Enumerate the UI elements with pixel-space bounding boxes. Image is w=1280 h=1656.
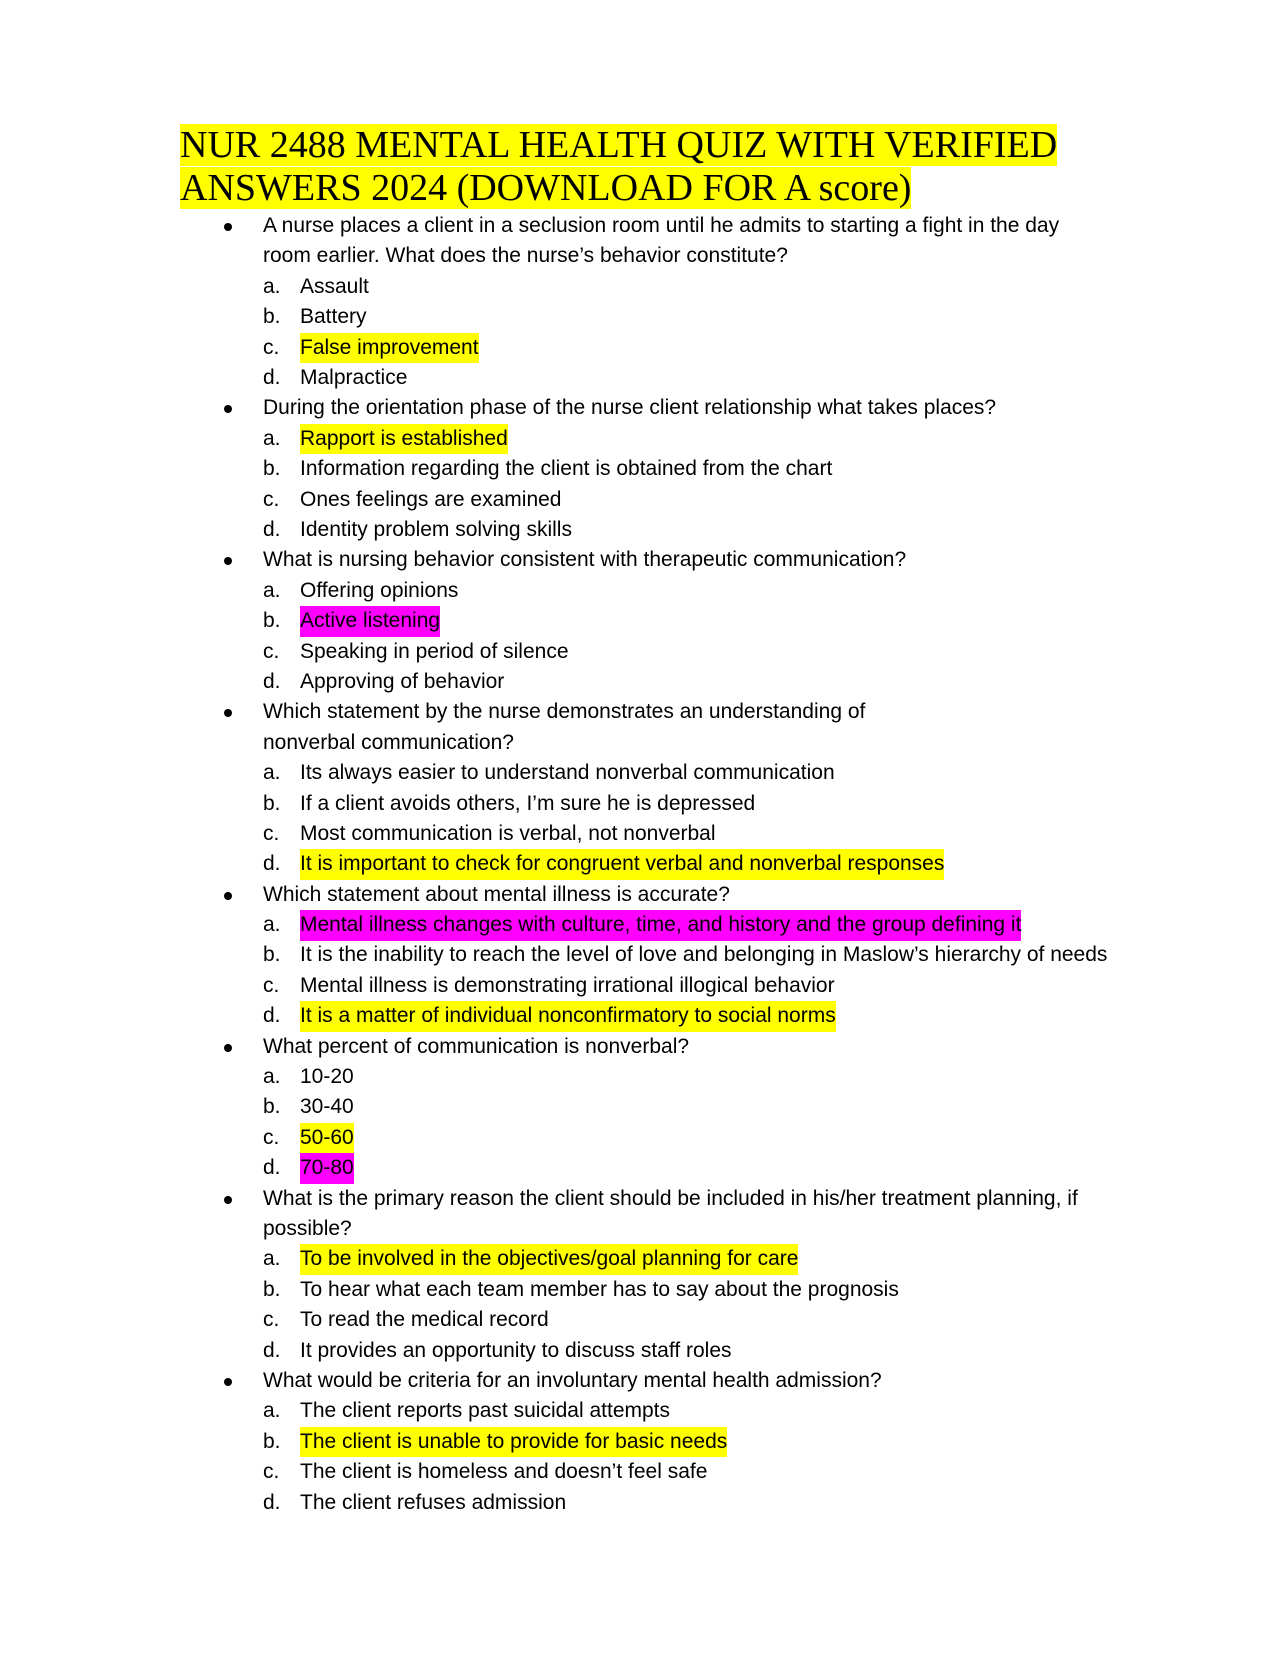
- answer-option: [0, 302, 1280, 332]
- option-text: If a client avoids others, I’m sure he is depressed: [300, 791, 756, 815]
- option-text: Information regarding the client is obtained from the chart: [300, 457, 833, 481]
- option-letter: a.: [263, 426, 281, 450]
- option-text: It is a matter of individual nonconfirmatory to social norms: [300, 1001, 836, 1031]
- option-letter: c.: [263, 335, 280, 359]
- option-list: [0, 1244, 1280, 1366]
- option-list: [0, 1062, 1280, 1184]
- bullet-icon: [224, 1196, 232, 1204]
- option-letter: d.: [263, 517, 281, 541]
- option-letter: a.: [263, 274, 281, 298]
- option-letter: b.: [263, 1429, 281, 1453]
- answer-option: [0, 1153, 1280, 1183]
- option-text: Mental illness is demonstrating irrational illogical behavior: [300, 973, 835, 997]
- option-text: 70-80: [300, 1153, 354, 1183]
- option-letter: a.: [263, 1065, 281, 1089]
- option-text: The client is homeless and doesn’t feel safe: [300, 1460, 708, 1484]
- bullet-icon: [224, 709, 232, 717]
- option-letter: a.: [263, 578, 281, 602]
- option-text: Speaking in period of silence: [300, 639, 569, 663]
- question-text: A nurse places a client in a seclusion room until he admits to starting a fight in the day room earlier. What does the nurse’s behavior constitute?: [263, 214, 1060, 268]
- option-letter: a.: [263, 1399, 281, 1423]
- option-letter: c.: [263, 821, 280, 845]
- question-item: [0, 1032, 1280, 1184]
- option-text: Approving of behavior: [300, 669, 505, 693]
- option-letter: c.: [263, 1308, 280, 1332]
- option-text: The client refuses admission: [300, 1490, 567, 1514]
- option-text: Malpractice: [300, 365, 408, 389]
- question-list: [0, 211, 1280, 1518]
- answer-option: [0, 1336, 1280, 1366]
- option-text: Its always easier to understand nonverbal communication: [300, 761, 835, 785]
- option-text: To be involved in the objectives/goal planning for care: [300, 1244, 798, 1274]
- title-text: NUR 2488 MENTAL HEALTH QUIZ WITH VERIFIED ANSWERS 2024 (DOWNLOAD FOR A score): [180, 124, 1058, 209]
- question-text: What would be criteria for an involuntary mental health admission?: [263, 1369, 882, 1392]
- option-letter: c.: [263, 973, 280, 997]
- option-list: [0, 576, 1280, 698]
- question-text: What percent of communication is nonverbal?: [263, 1034, 690, 1058]
- option-letter: c.: [263, 1460, 280, 1484]
- option-letter: d.: [263, 365, 281, 389]
- option-text: Active listening: [300, 606, 440, 636]
- option-letter: d.: [263, 1004, 281, 1028]
- question-item: [0, 545, 1280, 697]
- option-letter: b.: [263, 1277, 281, 1301]
- option-letter: b.: [263, 1095, 281, 1119]
- option-list: [0, 272, 1280, 394]
- option-letter: a.: [263, 761, 281, 785]
- option-text: 10-20: [300, 1065, 354, 1089]
- question-text: What is nursing behavior consistent with therapeutic communication?: [263, 548, 907, 572]
- option-text: The client reports past suicidal attempts: [300, 1399, 671, 1423]
- answer-option: [0, 758, 1280, 788]
- option-text: 50-60: [300, 1123, 354, 1153]
- question-text: Which statement by the nurse demonstrates an understanding of nonverbal communication?: [263, 700, 866, 754]
- option-letter: a.: [263, 1247, 281, 1271]
- answer-option: [0, 637, 1280, 667]
- answer-option: [0, 485, 1280, 515]
- question-text: Which statement about mental illness is accurate?: [263, 882, 730, 906]
- option-list: [0, 1396, 1280, 1518]
- option-text: Identity problem solving skills: [300, 517, 572, 541]
- bullet-icon: [224, 557, 232, 565]
- answer-option: [0, 789, 1280, 819]
- bullet-icon: [224, 1044, 232, 1052]
- answer-option: [0, 272, 1280, 302]
- option-letter: c.: [263, 1125, 280, 1149]
- answer-option: [0, 363, 1280, 393]
- option-text: It is the inability to reach the level of love and belonging in Maslow’s hierarchy of needs: [300, 943, 1108, 967]
- question-item: [0, 1184, 1280, 1366]
- option-text: It is important to check for congruent verbal and nonverbal responses: [300, 849, 944, 879]
- answer-option: [0, 1396, 1280, 1426]
- option-text: Ones feelings are examined: [300, 487, 562, 511]
- question-item: [0, 393, 1280, 545]
- answer-option: [0, 606, 1280, 636]
- option-text: It provides an opportunity to discuss staff roles: [300, 1338, 732, 1362]
- answer-option: [0, 1488, 1280, 1518]
- option-letter: c.: [263, 639, 280, 663]
- option-letter: b.: [263, 457, 281, 481]
- option-text: To read the medical record: [300, 1308, 549, 1332]
- option-text: Most communication is verbal, not nonverbal: [300, 821, 716, 845]
- option-letter: a.: [263, 913, 281, 937]
- option-letter: b.: [263, 943, 281, 967]
- option-list: [0, 910, 1280, 1032]
- answer-option: [0, 1457, 1280, 1487]
- answer-option: [0, 819, 1280, 849]
- answer-option: [0, 910, 1280, 940]
- document-title: [180, 124, 1080, 210]
- answer-option: [0, 1305, 1280, 1335]
- option-text: To hear what each team member has to say about the prognosis: [300, 1277, 899, 1301]
- answer-option: [0, 1092, 1280, 1122]
- option-letter: d.: [263, 1156, 281, 1180]
- option-text: False improvement: [300, 333, 479, 363]
- answer-option: [0, 849, 1280, 879]
- question-item: [0, 211, 1280, 393]
- bullet-icon: [224, 405, 232, 413]
- question-item: [0, 697, 1280, 879]
- option-letter: d.: [263, 669, 281, 693]
- question-item: [0, 880, 1280, 1032]
- option-text: Offering opinions: [300, 578, 459, 602]
- option-text: Mental illness changes with culture, time, and history and the group defining it: [300, 910, 1021, 940]
- answer-option: [0, 667, 1280, 697]
- answer-option: [0, 1001, 1280, 1031]
- answer-option: [0, 454, 1280, 484]
- option-text: Battery: [300, 305, 367, 329]
- bullet-icon: [224, 1378, 232, 1386]
- answer-option: [0, 424, 1280, 454]
- answer-option: [0, 1275, 1280, 1305]
- option-list: [0, 758, 1280, 880]
- option-letter: d.: [263, 1490, 281, 1514]
- answer-option: [0, 971, 1280, 1001]
- option-letter: b.: [263, 305, 281, 329]
- question-text: What is the primary reason the client should be included in his/her treatment planning, if possible?: [263, 1186, 1078, 1241]
- option-letter: d.: [263, 852, 281, 876]
- answer-option: [0, 515, 1280, 545]
- option-letter: c.: [263, 487, 280, 511]
- option-letter: b.: [263, 791, 281, 815]
- answer-option: [0, 1062, 1280, 1092]
- answer-option: [0, 576, 1280, 606]
- answer-option: [0, 333, 1280, 363]
- answer-option: [0, 1123, 1280, 1153]
- question-text: During the orientation phase of the nurse client relationship what takes places?: [263, 396, 997, 420]
- option-text: Rapport is established: [300, 424, 508, 454]
- option-text: 30-40: [300, 1095, 354, 1119]
- bullet-icon: [224, 223, 232, 231]
- question-item: [0, 1366, 1280, 1518]
- bullet-icon: [224, 892, 232, 900]
- option-letter: d.: [263, 1338, 281, 1362]
- option-letter: b.: [263, 609, 281, 633]
- option-list: [0, 424, 1280, 546]
- answer-option: [0, 940, 1280, 970]
- answer-option: [0, 1427, 1280, 1457]
- answer-option: [0, 1244, 1280, 1274]
- option-text: Assault: [300, 274, 369, 298]
- option-text: The client is unable to provide for basic needs: [300, 1427, 727, 1457]
